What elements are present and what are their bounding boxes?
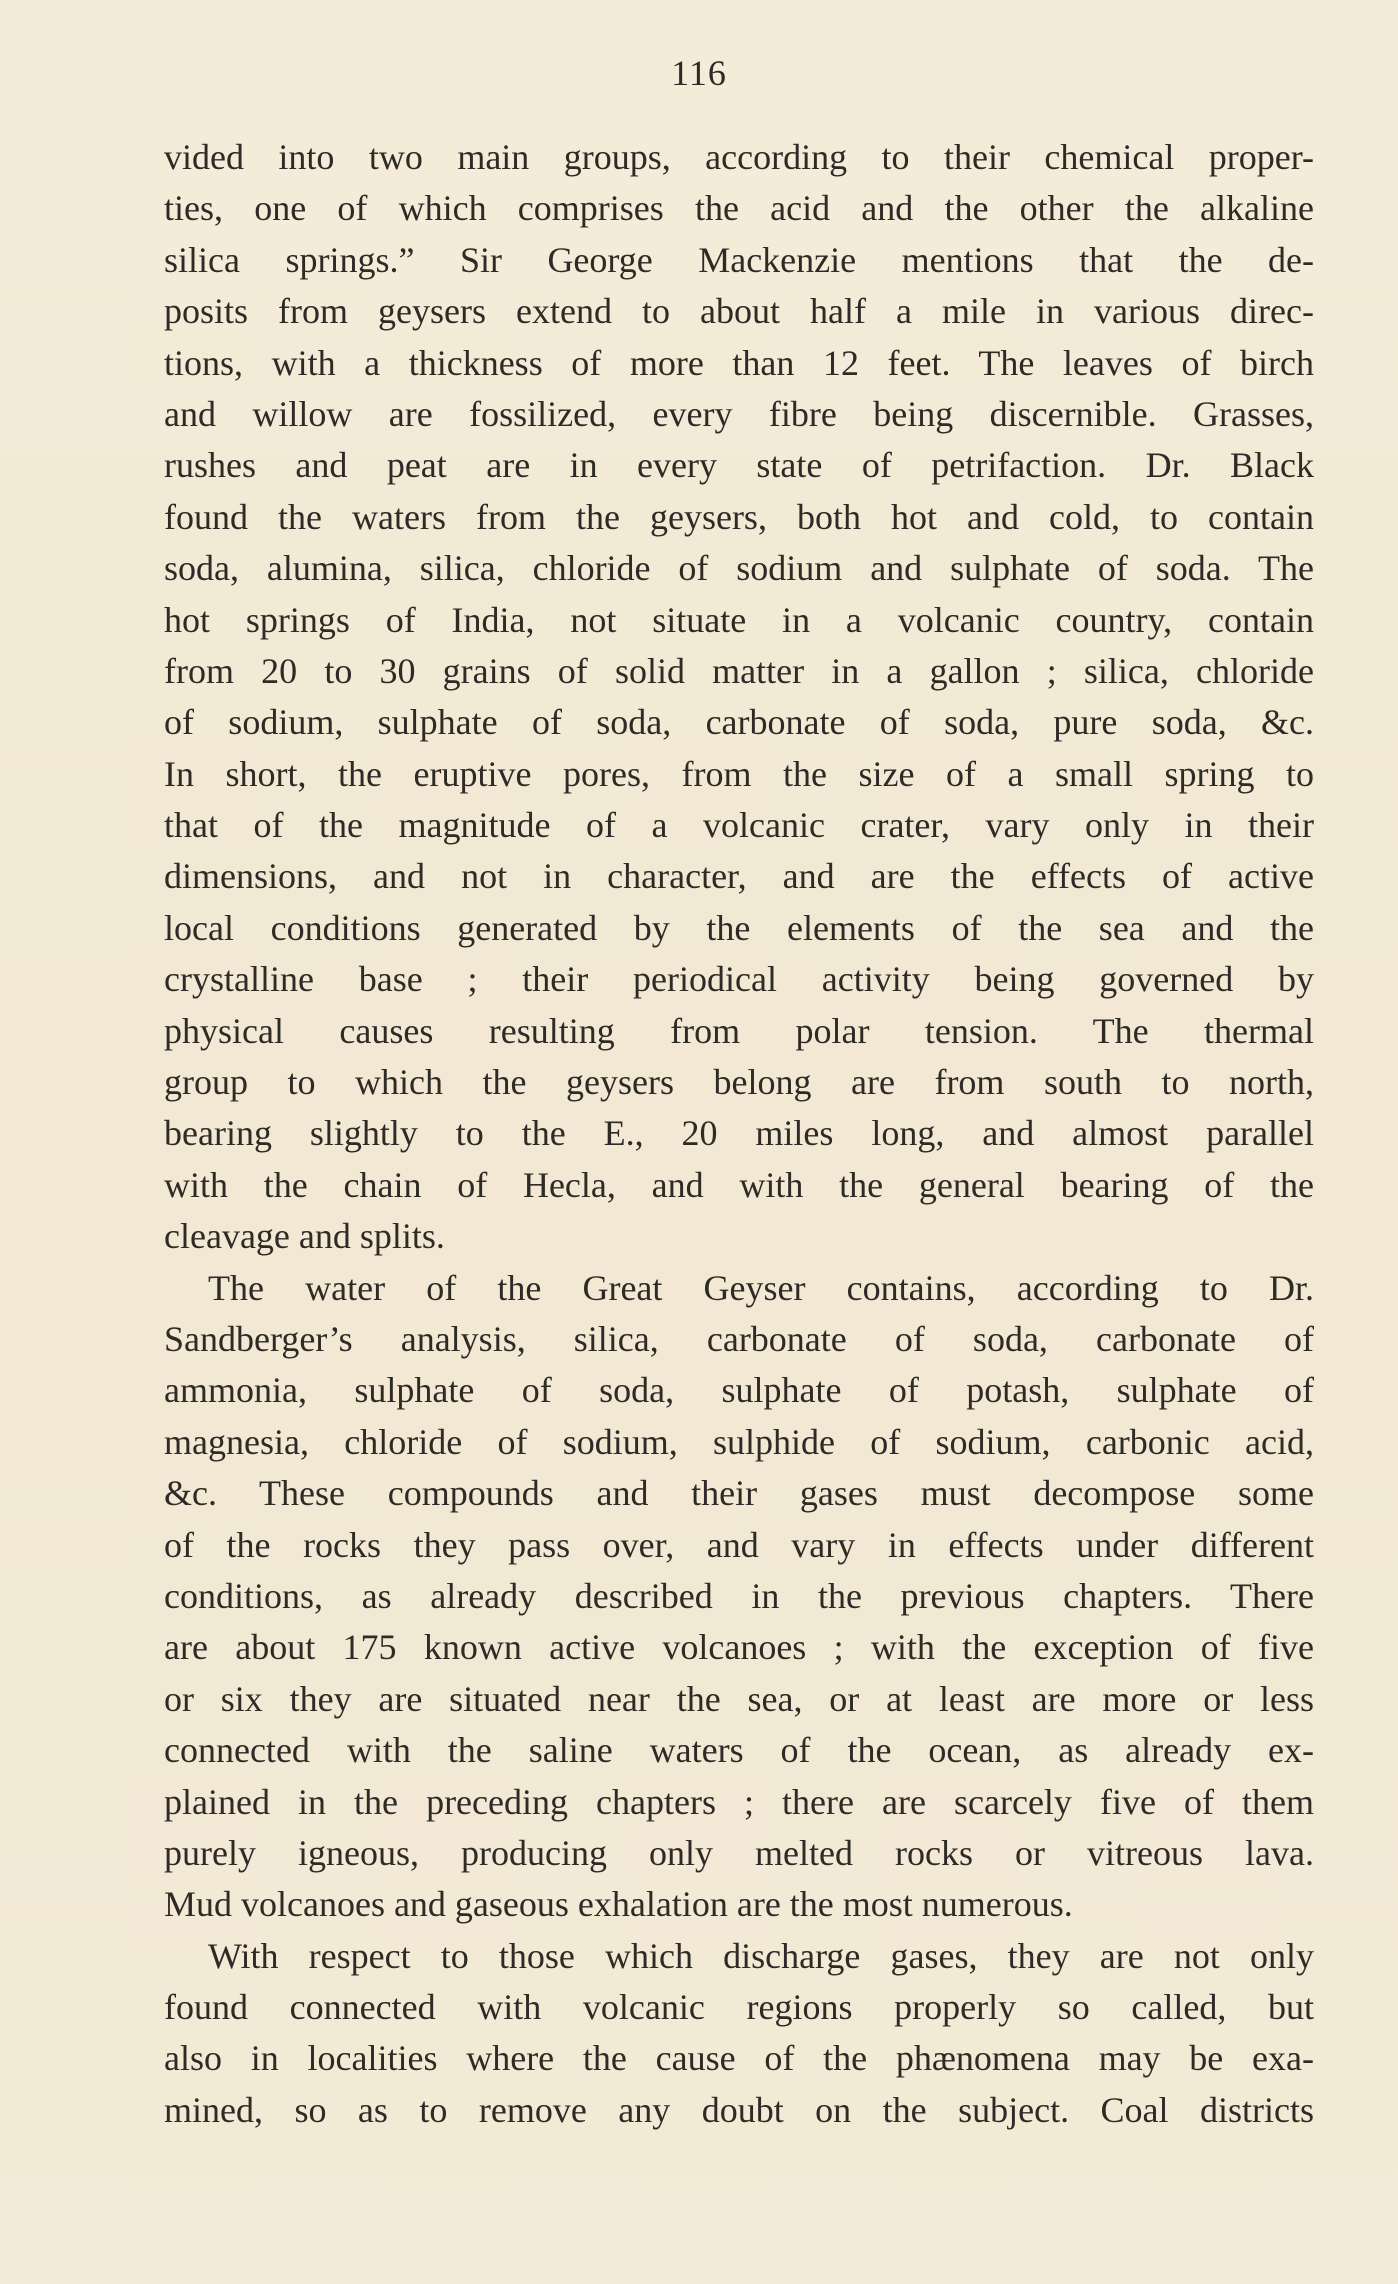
text-line: found connected with volcanic regions properly so called, but <box>164 1987 1314 2028</box>
text-line: soda, alumina, silica, chloride of sodium and sulphate of soda. The <box>164 548 1314 589</box>
text-line: ties, one of which comprises the acid and the other the alkaline <box>164 188 1314 229</box>
text-line: hot springs of India, not situate in a volcanic country, contain <box>164 599 1314 640</box>
text-line: group to which the geysers belong are from south to north, <box>164 1062 1314 1103</box>
text-line: physical causes resulting from polar tension. The thermal <box>164 1010 1314 1051</box>
text-line: and willow are fossilized, every fibre being discernible. Grasses, <box>164 393 1314 434</box>
text-line: The water of the Great Geyser contains, according to Dr. <box>208 1267 1314 1308</box>
text-line: Sandberger’s analysis, silica, carbonate of soda, carbonate of <box>164 1318 1314 1359</box>
text-line: that of the magnitude of a volcanic crater, vary only in their <box>164 805 1314 846</box>
text-line: With respect to those which discharge gases, they are not only <box>208 1935 1314 1976</box>
text-line: silica springs.” Sir George Mackenzie mentions that the de- <box>164 239 1314 280</box>
text-line: magnesia, chloride of sodium, sulphide of sodium, carbonic acid, <box>164 1421 1314 1462</box>
text-line: with the chain of Hecla, and with the general bearing of the <box>164 1164 1314 1205</box>
text-line: also in localities where the cause of the phænomena may be exa- <box>164 2038 1314 2079</box>
text-line: from 20 to 30 grains of solid matter in a gallon ; silica, chloride <box>164 650 1314 691</box>
text-line: of sodium, sulphate of soda, carbonate of soda, pure soda, &c. <box>164 702 1314 743</box>
text-line: purely igneous, producing only melted rocks or vitreous lava. <box>164 1832 1314 1873</box>
body-text <box>164 132 1314 2136</box>
text-line: Mud volcanoes and gaseous exhalation are the most numerous. <box>164 1884 1073 1925</box>
text-line: are about 175 known active volcanoes ; with the exception of five <box>164 1627 1314 1668</box>
text-line: connected with the saline waters of the ocean, as already ex- <box>164 1730 1314 1771</box>
text-line: found the waters from the geysers, both hot and cold, to contain <box>164 496 1314 537</box>
text-line: conditions, as already described in the previous chapters. There <box>164 1575 1314 1616</box>
text-line: plained in the preceding chapters ; there are scarcely five of them <box>164 1781 1314 1822</box>
text-line: vided into two main groups, according to their chemical proper- <box>164 137 1314 177</box>
text-line: bearing slightly to the E., 20 miles long, and almost parallel <box>164 1113 1314 1154</box>
text-line: rushes and peat are in every state of petrifaction. Dr. Black <box>164 445 1314 486</box>
text-line: ammonia, sulphate of soda, sulphate of potash, sulphate of <box>164 1370 1314 1411</box>
text-line: posits from geysers extend to about half a mile in various direc- <box>164 291 1314 332</box>
text-line: In short, the eruptive pores, from the size of a small spring to <box>164 753 1314 794</box>
text-line: of the rocks they pass over, and vary in effects under different <box>164 1524 1314 1565</box>
text-line: crystalline base ; their periodical activity being governed by <box>164 959 1314 1000</box>
text-line: cleavage and splits. <box>164 1216 445 1257</box>
text-line: mined, so as to remove any doubt on the subject. Coal districts <box>164 2089 1314 2130</box>
page-number: 116 <box>671 53 727 93</box>
text-line: local conditions generated by the elements of the sea and the <box>164 907 1314 948</box>
text-line: &c. These compounds and their gases must decompose some <box>164 1473 1314 1514</box>
text-line: tions, with a thickness of more than 12 feet. The leaves of birch <box>164 342 1314 383</box>
text-line: dimensions, and not in character, and are the effects of active <box>164 856 1314 897</box>
text-line: or six they are situated near the sea, or at least are more or less <box>164 1678 1314 1719</box>
